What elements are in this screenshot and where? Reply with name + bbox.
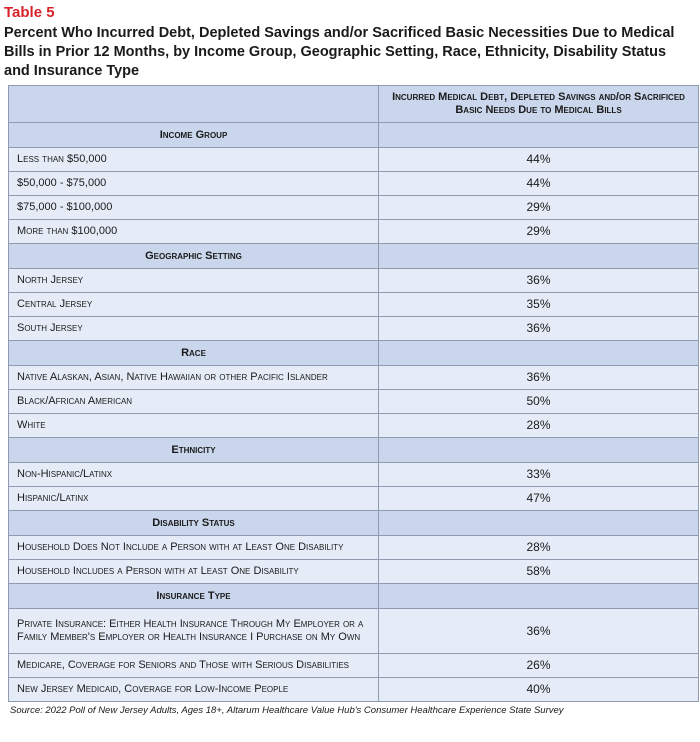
- header-blank-cell: [9, 86, 379, 123]
- row-value: 50%: [379, 390, 699, 414]
- group-blank-cell: [379, 244, 699, 269]
- table-title: Percent Who Incurred Debt, Depleted Savings and/or Sacrificed Basic Necessities Due to Medical Bills in Prior 12 Months, by Income Group, Geographic Setting, Race, Ethnicity, Disability Status and Insurance Type: [4, 25, 675, 79]
- row-label: Central Jersey: [9, 293, 379, 317]
- group-header-row: [9, 584, 699, 609]
- source-note: Source: 2022 Poll of New Jersey Adults, Ages 18+, Altarum Healthcare Value Hub's Consumer Healthcare Experience State Survey: [10, 705, 564, 716]
- table-row: [9, 414, 699, 438]
- row-label: Hispanic/Latinx: [9, 487, 379, 511]
- row-value: 40%: [379, 678, 699, 702]
- column-header: Incurred Medical Debt, Depleted Savings and/or Sacrificed Basic Needs Due to Medical Bills: [379, 86, 699, 123]
- row-label: Black/African American: [9, 390, 379, 414]
- group-name: Ethnicity: [9, 438, 379, 463]
- table-row: [9, 390, 699, 414]
- row-value: 36%: [379, 366, 699, 390]
- table-row: [9, 196, 699, 220]
- table-row: [9, 172, 699, 196]
- row-value: 33%: [379, 463, 699, 487]
- row-value: 36%: [379, 317, 699, 341]
- table-row: [9, 463, 699, 487]
- table-body: [9, 123, 699, 702]
- row-value: 29%: [379, 196, 699, 220]
- row-label: Private Insurance: Either Health Insurance Through My Employer or a Family Member's Employer or Health Insurance I Purchase on My Own: [9, 609, 379, 654]
- group-header-row: [9, 123, 699, 148]
- group-header-row: [9, 511, 699, 536]
- row-label: Household Does Not Include a Person with at Least One Disability: [9, 536, 379, 560]
- row-value: 28%: [379, 414, 699, 438]
- table-row: [9, 366, 699, 390]
- row-label: North Jersey: [9, 269, 379, 293]
- table-row: [9, 654, 699, 678]
- row-label: Non-Hispanic/Latinx: [9, 463, 379, 487]
- row-value: 28%: [379, 536, 699, 560]
- row-value: 58%: [379, 560, 699, 584]
- group-name: Income Group: [9, 123, 379, 148]
- row-value: 36%: [379, 609, 699, 654]
- table-row: [9, 487, 699, 511]
- group-blank-cell: [379, 511, 699, 536]
- table-row: [9, 609, 699, 654]
- table-row: [9, 293, 699, 317]
- group-blank-cell: [379, 123, 699, 148]
- row-value: 36%: [379, 269, 699, 293]
- row-value: 47%: [379, 487, 699, 511]
- row-label: New Jersey Medicaid, Coverage for Low-Income People: [9, 678, 379, 702]
- table-header-row: [9, 86, 699, 123]
- group-blank-cell: [379, 584, 699, 609]
- group-name: Race: [9, 341, 379, 366]
- row-label: Medicare, Coverage for Seniors and Those with Serious Disabilities: [9, 654, 379, 678]
- row-label: Less than $50,000: [9, 148, 379, 172]
- row-label: $75,000 - $100,000: [9, 196, 379, 220]
- group-header-row: [9, 341, 699, 366]
- table-row: [9, 560, 699, 584]
- group-name: Disability Status: [9, 511, 379, 536]
- row-label: $50,000 - $75,000: [9, 172, 379, 196]
- table-row: [9, 678, 699, 702]
- data-table: [8, 85, 699, 702]
- group-blank-cell: [379, 341, 699, 366]
- row-value: 35%: [379, 293, 699, 317]
- row-value: 44%: [379, 148, 699, 172]
- group-header-row: [9, 438, 699, 463]
- row-label: South Jersey: [9, 317, 379, 341]
- table-row: [9, 536, 699, 560]
- row-value: 44%: [379, 172, 699, 196]
- row-label: White: [9, 414, 379, 438]
- table-row: [9, 269, 699, 293]
- group-header-row: [9, 244, 699, 269]
- table-label: Table 5: [4, 4, 55, 21]
- group-name: Geographic Setting: [9, 244, 379, 269]
- group-name: Insurance Type: [9, 584, 379, 609]
- table-row: [9, 220, 699, 244]
- table-row: [9, 148, 699, 172]
- row-value: 26%: [379, 654, 699, 678]
- group-blank-cell: [379, 438, 699, 463]
- row-label: Household Includes a Person with at Least One Disability: [9, 560, 379, 584]
- row-value: 29%: [379, 220, 699, 244]
- table-row: [9, 317, 699, 341]
- row-label: Native Alaskan, Asian, Native Hawaiian or other Pacific Islander: [9, 366, 379, 390]
- row-label: More than $100,000: [9, 220, 379, 244]
